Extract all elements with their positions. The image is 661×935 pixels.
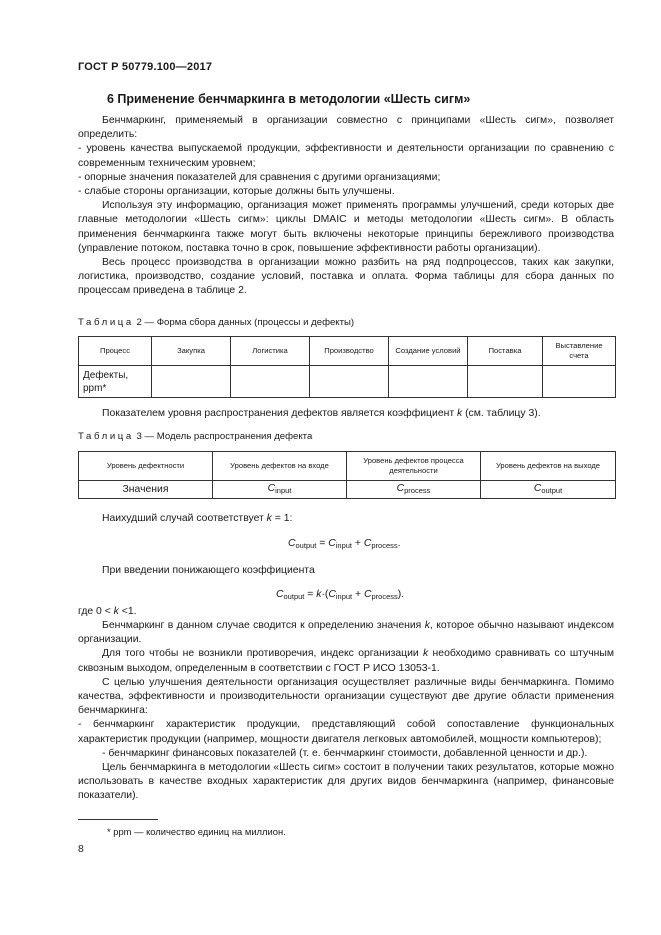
table-word: Таблица (78, 431, 134, 442)
list-item: - слабые стороны организации, которые должны быть улучшены. (78, 186, 395, 198)
table-header-cell: Поставка (468, 337, 543, 366)
table-row-label: Дефекты, ppm* (79, 366, 152, 398)
table-header-cell: Выставление счета (543, 337, 616, 366)
list-item: - опорные значения показателей для сравнения с другими организациями; (78, 171, 441, 183)
table-cell: $C_{process}$ (347, 481, 481, 499)
table-row (79, 481, 616, 499)
paragraph: Бенчмаркинг в данном случае сводится к определению значения k, которое обычно называют индексом организации. (78, 620, 614, 646)
table3-caption-text: 3 — Модель распространения дефекта (136, 431, 313, 442)
table-cell: $C_{output}$ (481, 481, 616, 499)
formula-1: $C_{output} = C_{input} + C_{process}$. (288, 538, 401, 550)
closing-block (78, 619, 614, 804)
list-item: - бенчмаркинг характеристик продукции, представляющий собой сопоставление функциональных характеристик продукции (например, мощности двигателя легковых автомобилей, мощности компьютеров); (78, 719, 614, 745)
table-row (79, 366, 616, 398)
paragraph: где 0 < k <1. (78, 606, 137, 617)
table-cell (152, 366, 231, 398)
table-row-label: Значения (79, 481, 213, 499)
table2 (78, 336, 616, 398)
list-item: - бенчмаркинг финансовых показателей (т. е. бенчмаркинг стоимости, добавленной ценности и др.). (102, 747, 588, 759)
footnote-divider (78, 819, 158, 820)
table-header-cell: Создание условий (389, 337, 468, 366)
table2-caption (78, 317, 354, 328)
table-header-cell: Уровень дефектов процесса деятельности (347, 452, 481, 481)
list-item: - уровень качества выпускаемой продукции, эффективности и деятельности организации по сравнению с современным техническим уровнем; (78, 143, 614, 169)
paragraph: При введении понижающего коэффициента (102, 565, 315, 576)
table-cell (231, 366, 310, 398)
table-header-cell: Уровень дефектов на входе (213, 452, 347, 481)
table-cell: $C_{input}$ (213, 481, 347, 499)
standard-header: ГОСТ Р 50779.100—2017 (78, 61, 213, 73)
intro-block (78, 114, 614, 299)
table3-caption (78, 431, 312, 442)
footnote: * ppm — количество единиц на миллион. (107, 826, 286, 837)
table-word: Таблица (78, 317, 134, 328)
table-header-row (79, 337, 616, 366)
table-header-cell: Процесс (79, 337, 152, 366)
table-header-cell: Уровень дефектности (79, 452, 213, 481)
paragraph: Бенчмаркинг, применяемый в организации совместно с принципами «Шесть сигм», позволяет определить: (78, 115, 614, 141)
table-cell (543, 366, 616, 398)
paragraph: Цель бенчмаркинга в методологии «Шесть сигм» состоит в получении таких результатов, которые можно использовать в качестве входных характеристик для других видов бенчмаркинга (например, финансовые показатели). (78, 762, 614, 802)
table3 (78, 451, 616, 499)
table-cell (468, 366, 543, 398)
paragraph: Наихудший случай соответствует k = 1: (102, 513, 293, 524)
table-header-cell: Уровень дефектов на выходе (481, 452, 616, 481)
section-title: 6 Применение бенчмаркинга в методологии «Шесть сигм» (107, 92, 471, 106)
table-header-cell: Производство (310, 337, 389, 366)
table-header-cell: Закупка (152, 337, 231, 366)
page-number: 8 (78, 844, 84, 855)
table-header-cell: Логистика (231, 337, 310, 366)
paragraph: Для того чтобы не возникли противоречия, индекс организации k необходимо сравнивать со штучным сквозным выходом, определенным в соответствии с ГОСТ Р ИСО 13053-1. (78, 648, 614, 674)
paragraph: Показателем уровня распространения дефектов является коэффициент k (см. таблицу 3). (102, 408, 541, 419)
paragraph: Весь процесс производства в организации можно разбить на ряд подпроцессов, таких как закупки, логистика, производство, создание условий, поставка и оплата. Форма таблицы для сбора данных по процессам приведена в таблице 2. (78, 257, 614, 297)
paragraph: С целью улучшения деятельности организация осуществляет различные виды бенчмаркинга. Помимо качества, эффективности и производительности организации существуют две другие области применения бенчмаркинга: (78, 676, 614, 717)
table-cell (389, 366, 468, 398)
table-header-row (79, 452, 616, 481)
paragraph: Используя эту информацию, организация может применять программы улучшений, среди которых две главные методологии «Шесть сигм»: циклы DMAIC и методы методологии «Шесть сигм». В область применения бенчмаркинга также могут быть включены некоторые принципы бережливого производства (управление потоком, поставка точно в срок, повышение эффективности работы организации). (78, 200, 614, 254)
table-cell (310, 366, 389, 398)
table2-caption-text: 2 — Форма сбора данных (процессы и дефекты) (136, 317, 355, 328)
formula-2: $C_{output} = k\cdot(C_{input} + C_{process})$. (276, 589, 405, 601)
